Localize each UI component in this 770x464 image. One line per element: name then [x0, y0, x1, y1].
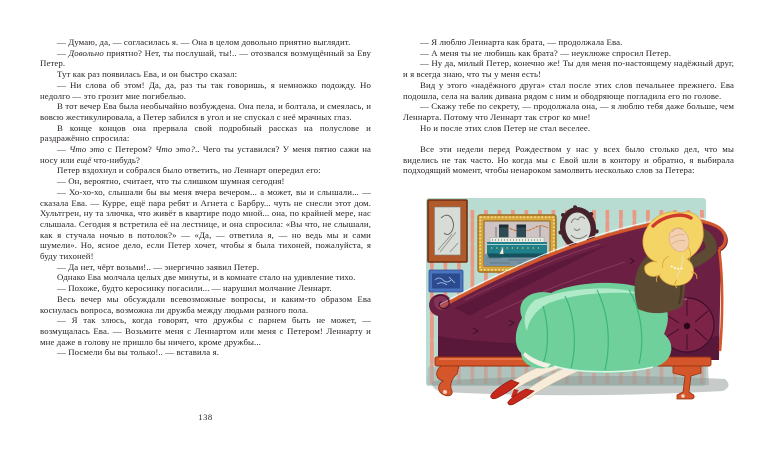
paragraph: — Что это с Петером? Что это?.. Чего ты уставился? У меня пятно сажи на носу или ещё что-нибудь? [40, 144, 372, 165]
paragraph: — Скажу тебе по секрету, — продолжала она, — я люблю тебя даже больше, чем Леннарта. Потому что Леннарт так строг ко мне! [403, 101, 734, 122]
paragraph: Вид у этого «надёжного друга» стал после этих слов печальнее прежнего. Ева подошла, села на валик дивана рядом с ним и ободряюще погладила его по голове. [403, 79, 734, 101]
paragraph: — Ни слова об этом! Да, да, раз ты так говоришь, я немножко подожду. Но недолго — это грозит мне погибелью. [40, 79, 371, 101]
paragraph: — А меня ты не любишь как брата? — неуклюже спросил Петер. [420, 47, 671, 58]
paragraph: Все эти недели перед Рождеством у нас у всех было столько дел, что мы виделись не так часто. Но когда мы с Евой шли в контору и обратно, я выбирала подходящий момент, чтобы ненароком замолвить несколько слов за Петера: [403, 144, 734, 176]
paragraph: Весь вечер мы обсуждали всевозможные вопросы, и каким-то образом Ева коснулась вопроса, возможна ли дружба между людьми разного пола. [40, 293, 371, 315]
paragraph: — Я так злюсь, когда говорят, что дружбы с парнем быть не может, — возмущалась Ева. — Возьмите меня с Леннартом или меня с Петером! Леннарту и мне даже в голову не пришло бы ничего, кроме дружбы... [40, 315, 371, 347]
paragraph: — Ну да, милый Петер, конечно же! Ты для меня по-настоящему надёжный друг, и я всегда знаю, что ты у меня есть! [403, 58, 734, 80]
left-page-text [40, 37, 371, 358]
right-page-text [403, 37, 734, 176]
book-illustration [425, 196, 750, 408]
portrait-picture-frame [428, 200, 467, 262]
paragraph: — Да нет, чёрт возьми!.. — энергично заявил Петер. [57, 261, 260, 272]
paragraph: — Похоже, будто керосинку погасили... — нарушил молчание Леннарт. [57, 283, 332, 294]
paragraph: Но и после этих слов Петер не стал веселее. [420, 122, 591, 133]
paragraph: Тут как раз появилась Ева, и он быстро сказал: [57, 69, 238, 80]
paragraph: — Посмели бы вы только!.. — вставила я. [57, 347, 220, 358]
paragraph: В тот вечер Ева была необычайно возбуждена. Она пела, и болтала, и смеялась, и вовсю жестикулировала, а Петер забился в угол и не спускал с неё мрачных глаз. [40, 101, 371, 122]
paragraph: Однако Ева молчала целых две минуты, и в комнате стало на удивление тихо. [57, 272, 356, 283]
paragraph: — Я люблю Леннарта как брата, — продолжала Ева. [420, 37, 623, 47]
paragraph: Петер вздохнул и собрался было ответить, но Леннарт опередил его: [57, 165, 321, 176]
paragraph: — Он, вероятно, считает, что ты слишком шумная сегодня! [57, 176, 285, 187]
paragraph: В конце концов она прервала свой подробный рассказ на полуслове и раздражённо спросила: [40, 122, 371, 144]
left-page [40, 37, 371, 358]
blue-picture-frame [429, 270, 463, 292]
paragraph: — Довольно приятно? Нет, ты послушай, ты!.. — отозвался возмущённый за Еву Петер. [40, 47, 371, 69]
left-page-number: 138 [198, 412, 213, 422]
paragraph: — Думаю, да, — согласилась я. — Она в целом довольно приятно выглядит. [57, 37, 351, 47]
right-page [403, 37, 734, 457]
paragraph: — Хо-хо-хо, слышали бы вы меня вчера вечером... а может, вы и слышали... — сказала Ева. — Курре, ещё пара ребят и Агнета с Барбру... чуть не снесли этот дом. Хультгрен, ну та злючка, что живёт в квартире подо мной... она, по крайней мере, нас слышала. Сегодня я встретила её на лестнице, и она спросила: «Вы что, не слышали, как я стучала ночью в потолок?» — «Да, — ответила я, — но ведь мы и сами шумели». Но, ясное дело, если Петер хочет, чтобы я была тихоней, пожалуйста, я буду тихоней! [40, 186, 371, 262]
